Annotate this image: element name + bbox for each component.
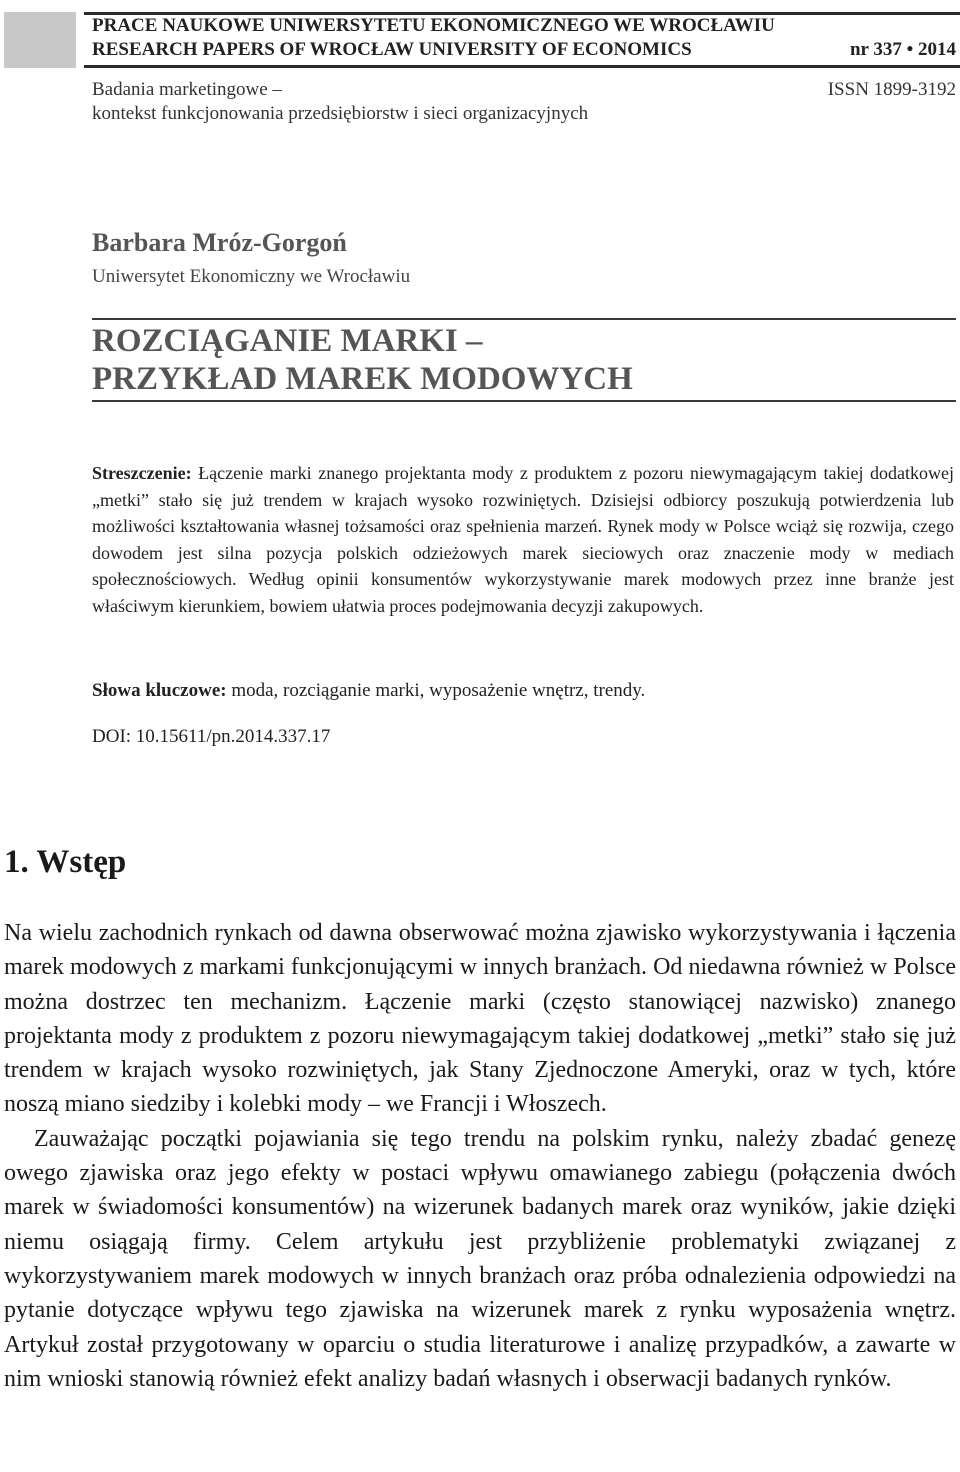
author-name: Barbara Mróz-Gorgoń xyxy=(92,228,347,257)
journal-name-en: RESEARCH PAPERS OF WROCŁAW UNIVERSITY OF ECONOMICS xyxy=(92,39,692,60)
abstract-label: Streszczenie: xyxy=(92,463,192,483)
abstract xyxy=(92,460,954,620)
title-line-2: PRZYKŁAD MAREK MODOWYCH xyxy=(92,361,633,397)
journal-header xyxy=(0,12,960,68)
abstract-text: Łączenie marki znanego projektanta mody z produktem z pozoru niewymagającym takiej dodatkowej „metki” stało się już trendem w krajach wysoko rozwiniętych. Dzisiejsi odbiorcy poszukują potwierdzenia lub możliwości kształtowania własnej tożsamości oraz spełnienia marzeń. Rynek mody w Polsce wciąż się rozwija, czego dowodem jest silna pozycja polskich odzieżowych marek sieciowych oraz znaczenie mody w mediach społecznościowych. Według opinii konsumentów wykorzystywanie marek modowych przez inne branże jest właściwym kierunkiem, bowiem ułatwia proces podejmowania decyzji zakupowych. xyxy=(92,463,955,616)
title-top-rule xyxy=(92,318,956,320)
keywords-label: Słowa kluczowe: xyxy=(92,680,227,701)
header-gray-block xyxy=(4,12,76,68)
series-line-1: Badania marketingowe – xyxy=(92,79,282,100)
section-heading: 1. Wstęp xyxy=(4,844,127,880)
body-text xyxy=(4,916,956,1396)
doi: DOI: 10.15611/pn.2014.337.17 xyxy=(92,726,331,747)
issn: ISSN 1899-3192 xyxy=(827,79,956,100)
keywords xyxy=(92,678,954,704)
header-bottom-rule xyxy=(84,65,960,68)
paragraph-1: Na wielu zachodnich rynkach od dawna obserwować można zjawisko wykorzystywania i łączenia marek modowych z markami funkcjonującymi w innych branżach. Od niedawna również w Polsce można dostrzec ten mechanizm. Łączenie marki (często stanowiącej nazwisko) znanego projektanta mody z produktem z pozoru niewymagającym takiej dodatkowej „metki” stało się już trendem w krajach wysoko rozwiniętych, jak Stany Zjednoczone Ameryki, oraz w tych, które noszą miano siedziby i kolebki mody – we Francji i Włoszech. xyxy=(4,920,956,1118)
keywords-text: moda, rozciąganie marki, wyposażenie wnętrz, trendy. xyxy=(231,680,646,701)
author-affiliation: Uniwersytet Ekonomiczny we Wrocławiu xyxy=(92,266,411,287)
article-title xyxy=(92,322,633,398)
series-title xyxy=(92,78,588,126)
paragraph-2: Zauważając początki pojawiania się tego trendu na polskim rynku, należy zbadać genezę owego zjawiska oraz jego efekty w postaci wpływu omawianego zabiegu (połączenia dwóch marek w świadomości konsumentów) na wizerunek badanych marek oraz wyników, jakie dzięki niemu osiągają firmy. Celem artykułu jest przybliżenie problematyki związanej z wykorzystywaniem marek modowych w innych branżach oraz próba odnalezienia odpowiedzi na pytanie dotyczące wpływu tego zjawiska na wizerunek marek z rynku wyposażenia wnętrz. Artykuł został przygotowany w oparciu o studia literaturowe i analizę przypadków, a zawarte w nim wnioski stanowią również efekt analizy badań własnych i obserwacji badanych rynków. xyxy=(4,1125,956,1392)
title-bottom-rule xyxy=(92,400,956,402)
series-line-2: kontekst funkcjonowania przedsiębiorstw i sieci organizacyjnych xyxy=(92,103,589,124)
title-line-1: ROZCIĄGANIE MARKI – xyxy=(92,323,483,359)
issue-number: nr 337 • 2014 xyxy=(849,39,956,60)
journal-name-pl: PRACE NAUKOWE UNIWERSYTETU EKONOMICZNEGO WE WROCŁAWIU xyxy=(92,15,775,36)
